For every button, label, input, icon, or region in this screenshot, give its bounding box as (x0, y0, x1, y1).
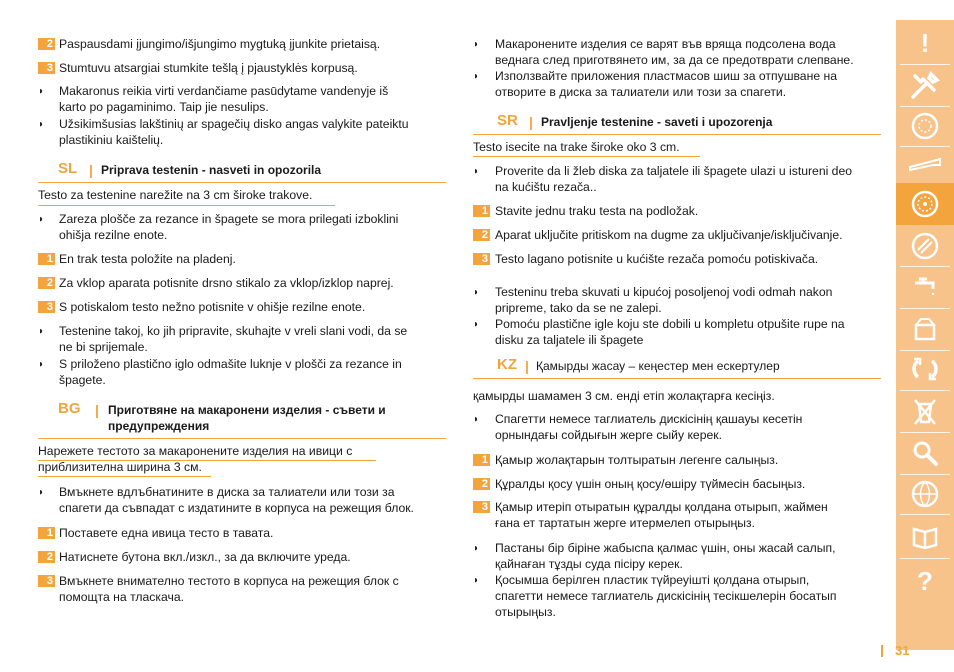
section-intro: қамырды шамамен 3 см. енді етіп жолақтарға кесіңіз. (473, 389, 775, 403)
bullet-icon: ◗ (473, 414, 480, 425)
cutter-icon[interactable] (896, 225, 954, 267)
pasta-disc-icon[interactable] (896, 183, 954, 225)
divider: | (89, 162, 93, 178)
question-icon[interactable] (896, 560, 954, 602)
divider: | (529, 114, 533, 130)
bullet-text: plastikiniu kaištelių. (59, 133, 164, 147)
bullet-text: орнындағы сойдығын жерге сыйу керек. (495, 428, 722, 442)
language-code: KZ (497, 356, 517, 373)
bullet-icon: ◗ (38, 86, 45, 97)
globe-glyph (909, 478, 941, 510)
step-number: 2 (38, 277, 55, 289)
underline (38, 205, 335, 206)
bullet-text: отворите в диска за талиатели или този за спагети. (495, 85, 787, 99)
step-number: 3 (38, 62, 55, 74)
bullet-text: спагетти немесе таглиатель дискісінің тесікшелерін босатып (495, 589, 837, 603)
section-title: Pravljenje testenine - saveti i upozorenja (541, 115, 773, 129)
step-text: Қамыр жолақтарын толтыратын легенге салыңыз. (495, 453, 779, 467)
bullet-text: Қосымша берілген пластик түйреуішті қолдана отырып, (495, 573, 810, 587)
divider: | (525, 358, 529, 374)
step-number: 1 (38, 527, 55, 539)
step-number: 3 (473, 501, 490, 513)
bullet-icon: ◗ (38, 359, 45, 370)
globe-icon[interactable] (896, 473, 954, 515)
disposal-icon[interactable] (896, 390, 954, 432)
manual-glyph (909, 521, 941, 553)
bullet-text: na kućištu rezača.. (495, 180, 597, 194)
step-number: 3 (38, 575, 55, 587)
bullet-text: Пастаны бір біріне жабыспа қалмас үшін, оны жасай салып, (495, 541, 836, 555)
warning-icon[interactable] (896, 22, 954, 64)
page-number-bar (881, 645, 883, 657)
section-intro: Testo isecite na trake široke oko 3 cm. (473, 140, 680, 154)
bullet-text: ohišja rezilne enote. (59, 228, 168, 242)
disc-icon[interactable] (896, 105, 954, 147)
section-title: предупреждения (108, 419, 210, 433)
step-text: Қамыр итеріп отыратын құралды қолдана отырып, жаймен (495, 500, 828, 514)
bullet-icon: ◗ (38, 487, 45, 498)
underline (38, 476, 211, 477)
bullet-text: Proverite da li žleb diska za taljatele ili špagete ulazi u istureni deo (495, 164, 853, 178)
bullet-text: ne bi sprijemale. (59, 340, 148, 354)
step-text: Aparat uključite pritiskom na dugme za uključivanje/isključivanje. (495, 228, 843, 242)
step-number: 2 (473, 229, 490, 241)
language-code: SR (497, 112, 518, 129)
chapter-sidebar (896, 20, 954, 650)
step-text: En trak testa položite na pladenj. (59, 252, 236, 266)
bullet-text: pripreme, tako da se ne zalepi. (495, 301, 662, 315)
bullet-text: S priloženo plastično iglo odmašite luknje v plošči za rezance in (59, 357, 402, 371)
bullet-text: қайнаған тұзды суда пісіру керек. (495, 557, 683, 571)
bullet-icon: ◗ (473, 166, 480, 177)
bullet-icon: ◗ (38, 326, 45, 337)
bullet-text: Спагетти немесе таглиатель дискісінің қашауы кесетін (495, 412, 803, 426)
package-icon[interactable] (896, 308, 954, 350)
section-title: Қамырды жасау – кеңестер мен ескертулер (536, 359, 780, 373)
language-code: SL (58, 160, 78, 177)
bullet-icon: ◗ (473, 319, 480, 330)
section-title: Приготвяне на макаронени изделия - съвети и (108, 403, 386, 417)
step-text: Поставете една ивица тесто в тавата. (59, 526, 274, 540)
bullet-text: Testenine takoj, ko jih pripravite, skuhajte v vreli slani vodi, da se (59, 324, 408, 338)
step-number: 3 (38, 301, 55, 313)
language-code: BG (58, 400, 81, 417)
divider (900, 514, 950, 515)
question-glyph: ? (917, 565, 933, 596)
step-text: помощта на тласкача. (59, 590, 184, 604)
cleaning-tool-icon[interactable] (896, 144, 954, 186)
step-number: 2 (473, 478, 490, 490)
section-intro: Testo za testenine narežite na 3 cm široke trakove. (38, 188, 313, 202)
bullet-text: disku za taljatele ili špagete (495, 333, 644, 347)
step-text: ғана ет тартатын жерге итермелеп отырыңыз. (495, 516, 755, 530)
section-header-sr (473, 114, 881, 135)
bullet-icon: ◗ (473, 39, 480, 50)
divider: | (95, 402, 99, 418)
bullet-icon: ◗ (38, 214, 45, 225)
bullet-text: karto po pagaminimo. Taip jie nesulips. (59, 100, 269, 114)
recycle-icon[interactable] (896, 348, 954, 390)
search-icon[interactable] (896, 432, 954, 474)
bullet-icon: ◗ (38, 119, 45, 130)
page-number: 31 (895, 643, 910, 658)
step-text: Za vklop aparata potisnite drsno stikalo za vklop/izklop naprej. (59, 276, 394, 290)
step-number: 2 (38, 551, 55, 563)
step-text: Натиснете бутона вкл./изкл., за да включите уреда. (59, 550, 351, 564)
bullet-text: спагети да съвпадат с издатините в корпуса на режещия блок. (59, 501, 414, 515)
section-header-kz (473, 358, 881, 379)
divider (900, 558, 950, 559)
step-number: 1 (473, 454, 490, 466)
tools-glyph (909, 70, 941, 102)
section-title: Priprava testenin - nasveti in opozorila (101, 163, 322, 177)
tap-glyph (909, 271, 941, 303)
bullet-text: Използвайте приложения пластмасов шиш за отпушване на (495, 69, 837, 83)
manual-icon[interactable] (896, 516, 954, 558)
bullet-text: веднага след приготвянето им, за да се предотврати слепване. (495, 53, 854, 67)
disposal-glyph (909, 395, 941, 427)
section-intro: Нарежете тестото за макаронените изделия на ивици с (38, 444, 353, 458)
bullet-text: Вмъкнете вдлъбнатините в диска за талиатели или този за (59, 485, 395, 499)
tap-icon[interactable] (896, 266, 954, 308)
bullet-text: Zareza plošče za rezance in špagete se mora prilegati izboklini (59, 212, 399, 226)
step-text: Құралды қосу үшін оның қосу/өшіру түймесін басыңыз. (495, 477, 806, 491)
step-text: Stumtuvu atsargiai stumkite tešlą į pjaustyklės korpusą. (59, 61, 358, 75)
tools-icon[interactable] (896, 65, 954, 107)
section-header-sl (38, 162, 446, 183)
step-text: Paspausdami įjungimo/išjungimo mygtuką įjunkite prietaisą. (59, 37, 381, 51)
step-text: Вмъкнете внимателно тестото в корпуса на режещия блок с (59, 574, 399, 588)
bullet-text: Pomoću plastične igle koju ste dobili u kompletu otpušite rupe na (495, 317, 845, 331)
bullet-icon: ◗ (473, 575, 480, 586)
section-intro: приблизителна ширина 3 см. (38, 460, 202, 474)
bullet-text: Testeninu treba skuvati u kipućoj posoljenoj vodi odmah nakon (495, 285, 833, 299)
package-glyph (909, 313, 941, 345)
step-text: S potiskalom testo nežno potisnite v ohišje rezilne enote. (59, 300, 366, 314)
cleaning-tool-glyph (907, 155, 943, 175)
cutter-glyph (909, 230, 941, 262)
warning-glyph: ! (920, 27, 930, 58)
step-number: 1 (38, 253, 55, 265)
bullet-icon: ◗ (473, 543, 480, 554)
bullet-text: špagete. (59, 373, 106, 387)
step-number: 1 (473, 205, 490, 217)
step-number: 2 (38, 38, 55, 50)
pasta-disc-glyph (909, 188, 941, 220)
step-text: Testo lagano potisnite u kućište rezača pomoću potiskivača. (495, 252, 819, 266)
underline (473, 156, 700, 157)
search-glyph (909, 437, 941, 469)
bullet-text: Макаронените изделия се варят във вряща подсолена вода (495, 37, 836, 51)
bullet-text: отырыңыз. (495, 605, 556, 619)
bullet-icon: ◗ (473, 287, 480, 298)
section-header-bg (38, 402, 446, 439)
recycle-glyph (909, 353, 941, 385)
bullet-icon: ◗ (473, 71, 480, 82)
disc-glyph (909, 110, 941, 142)
bullet-text: Makaronus reikia virti verdančiame pasūdytame vandenyje iš (59, 84, 389, 98)
step-number: 3 (473, 253, 490, 265)
bullet-text: Užsikimšusias lakštinių ar spagečių disko angas valykite pateiktu (59, 117, 409, 131)
step-text: Stavite jednu traku testa na podložak. (495, 204, 699, 218)
